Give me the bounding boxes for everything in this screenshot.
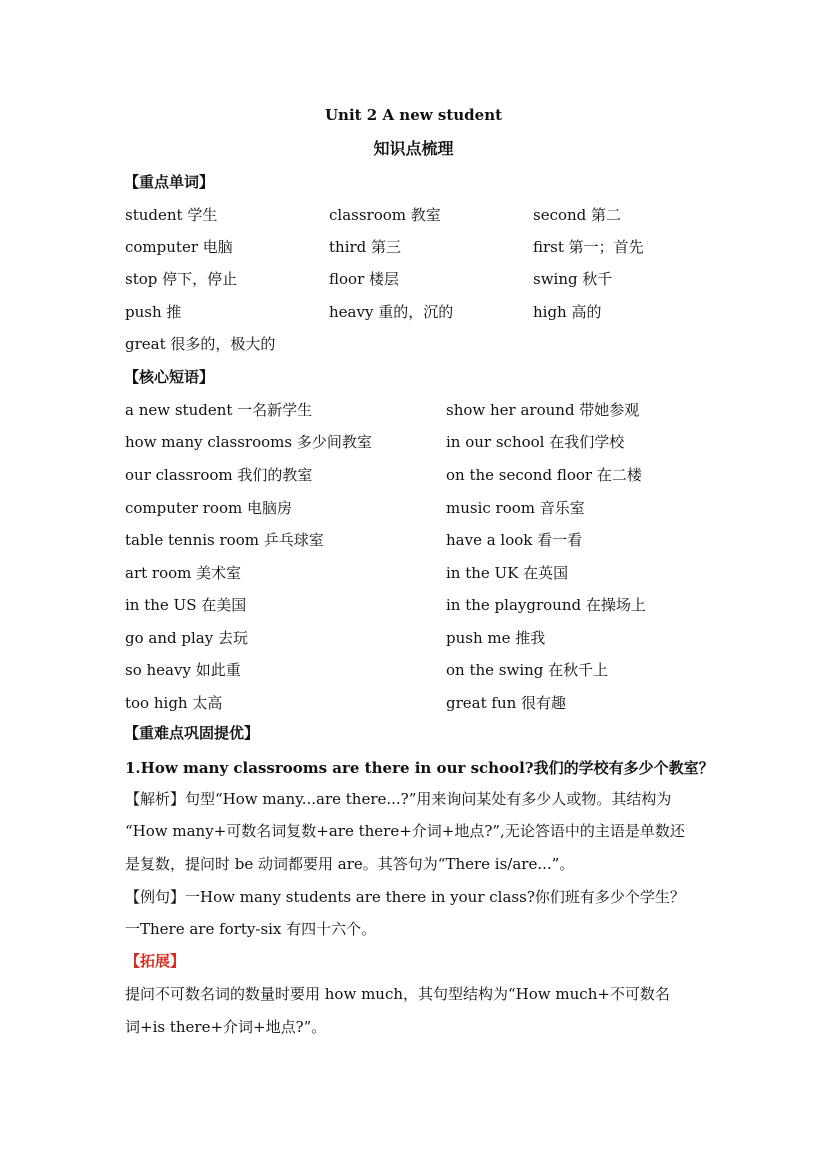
phrase-item: on the second floor 在二楼 [446,466,642,484]
word-item: first 第一；首先 [533,238,644,256]
document-subtitle: 知识点梳理 [373,139,454,158]
example-line: 【例句】一How many students are there in your class?你们班有多少个学生？ [125,888,685,906]
section-words-heading: 【重点单词】 [124,173,215,191]
analysis-line: 是复数，提问时 be 动词都要用 are。其答句为“There is/are...”。 [125,855,575,873]
phrase-item: great fun 很有趣 [446,694,567,712]
extend-line: 提问不可数名词的数量时要用 how much，其句型结构为“How much+不可数名 [125,985,670,1003]
word-item: heavy 重的，沉的 [329,303,454,321]
phrase-item: computer room 电脑房 [125,499,292,517]
word-item: floor 楼层 [329,270,400,288]
phrase-item: in the UK 在英国 [446,564,569,582]
phrase-item: so heavy 如此重 [125,661,241,679]
phrase-item: our classroom 我们的教室 [125,466,313,484]
word-item: third 第三 [329,238,402,256]
word-item: push 推 [125,303,182,321]
word-item: great 很多的，极大的 [125,335,276,353]
word-item: computer 电脑 [125,238,233,256]
document-title: Unit 2 A new student [324,106,503,124]
phrase-item: go and play 去玩 [125,629,248,647]
phrase-item: push me 推我 [446,629,546,647]
word-item: second 第二 [533,206,622,224]
extend-label: 【拓展】 [125,952,186,970]
section-points-heading: 【重难点巩固提优】 [124,724,260,742]
phrase-item: how many classrooms 多少间教室 [125,433,372,451]
analysis-line: 【解析】句型“How many...are there...?”用来询问某处有多少人或物。其结构为 [125,790,672,808]
word-item: classroom 教室 [329,206,441,224]
phrase-item: in our school 在我们学校 [446,433,625,451]
word-item: swing 秋千 [533,270,613,288]
phrase-item: show her around 带她参观 [446,401,640,419]
phrase-item: a new student 一名新学生 [125,401,313,419]
phrase-item: too high 太高 [125,694,223,712]
phrase-item: table tennis room 乒乓球室 [125,531,324,549]
phrase-item: music room 音乐室 [446,499,585,517]
section-phrases-heading: 【核心短语】 [124,368,215,386]
analysis-line: “How many+可数名词复数+are there+介词+地点?”,无论答语中的主语是单数还 [125,822,685,840]
extend-line: 词+is there+介词+地点?”。 [125,1018,327,1036]
word-item: student 学生 [125,206,218,224]
phrase-item: in the US 在美国 [125,596,247,614]
phrase-item: have a look 看一看 [446,531,583,549]
point-1-heading: 1.How many classrooms are there in our school?我们的学校有多少个教室？ [125,759,714,777]
phrase-item: art room 美术室 [125,564,242,582]
example-line: 一There are forty-six 有四十六个。 [125,920,377,938]
phrase-item: on the swing 在秋千上 [446,661,609,679]
word-item: stop 停下，停止 [125,270,238,288]
word-item: high 高的 [533,303,602,321]
phrase-item: in the playground 在操场上 [446,596,646,614]
